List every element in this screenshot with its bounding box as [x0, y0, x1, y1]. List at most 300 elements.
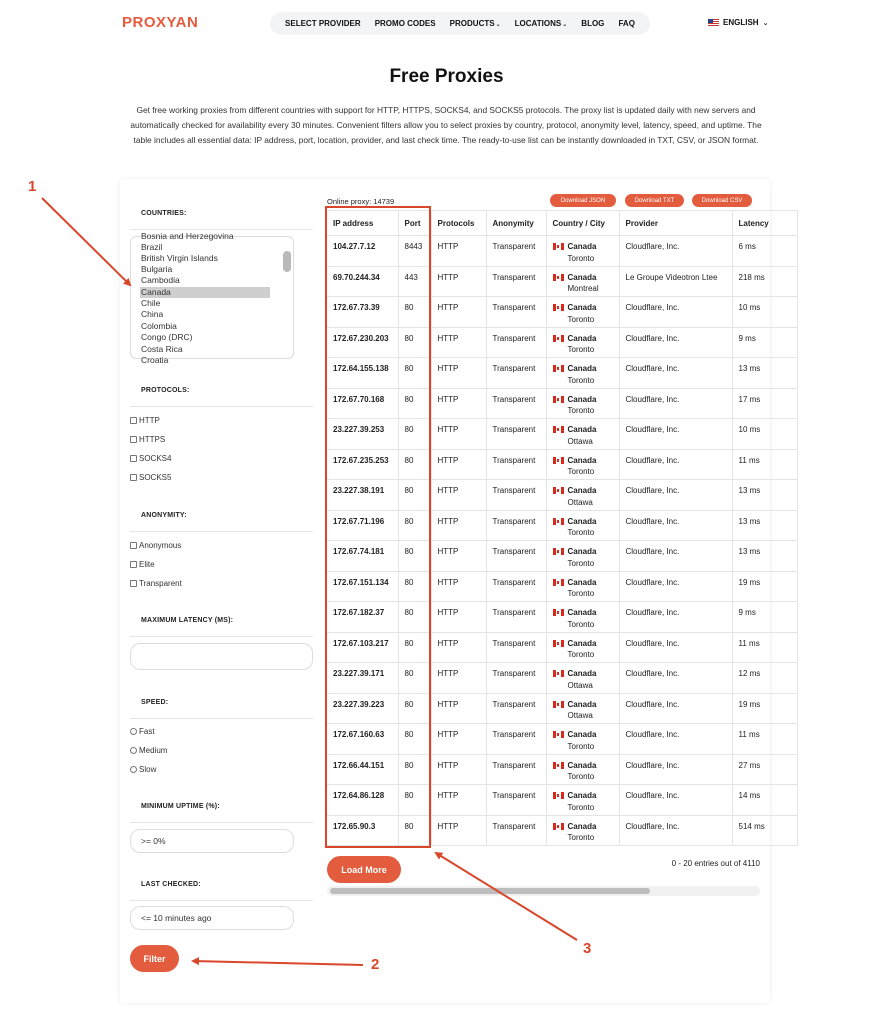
cell-latency: 10 ms	[732, 419, 797, 450]
city-name: Toronto	[567, 345, 595, 354]
cell-protocol: HTTP	[431, 754, 486, 785]
cell-latency: 9 ms	[732, 602, 797, 633]
city-name: Toronto	[567, 650, 595, 659]
country-option[interactable]: Cambodia	[141, 275, 180, 285]
country-option[interactable]: British Virgin Islands	[141, 253, 218, 263]
anonymity-elite-label: Elite	[139, 560, 155, 569]
protocol-http-checkbox[interactable]	[130, 416, 160, 425]
radio-icon	[130, 766, 137, 773]
checkbox-icon	[130, 561, 137, 568]
city-name: Toronto	[567, 314, 595, 324]
cell-protocol: HTTP	[431, 327, 486, 358]
cell-anonymity: Transparent	[486, 632, 546, 663]
city-name: Toronto	[567, 802, 595, 812]
cell-provider: Cloudflare, Inc.	[619, 724, 732, 755]
cell-protocol: HTTP	[431, 541, 486, 572]
cell-ip[interactable]: 172.67.103.217	[327, 632, 398, 663]
cell-port: 80	[398, 449, 431, 480]
city-name: Toronto	[567, 833, 595, 842]
cell-anonymity: Transparent	[486, 785, 546, 816]
cell-country-city	[546, 663, 619, 694]
nav-promo-codes[interactable]: PROMO CODES	[374, 19, 436, 28]
country-option[interactable]: Brazil	[141, 242, 163, 252]
cell-anonymity: Transparent	[486, 510, 546, 541]
country-name: Canada	[567, 394, 597, 404]
cell-ip[interactable]: 172.65.90.3	[327, 815, 398, 846]
checkbox-icon	[130, 417, 137, 424]
cell-port: 80	[398, 297, 431, 328]
canada-flag-icon	[553, 243, 564, 250]
speed-fast-label: Fast	[139, 727, 155, 736]
cell-protocol: HTTP	[431, 632, 486, 663]
country-name: Canada	[567, 730, 597, 739]
country-option[interactable]: Bosnia and Herzegovina	[141, 231, 234, 241]
protocol-socks4-label: SOCKS4	[139, 454, 172, 463]
cell-ip[interactable]: 23.227.38.191	[327, 480, 398, 511]
cell-country-city	[546, 785, 619, 816]
cell-country-city	[546, 449, 619, 480]
city-name: Ottawa	[567, 680, 593, 690]
cell-anonymity: Transparent	[486, 541, 546, 572]
cell-latency: 11 ms	[732, 724, 797, 755]
country-option[interactable]: Costa Rica	[141, 344, 183, 354]
cell-protocol: HTTP	[431, 663, 486, 694]
speed-fast-radio[interactable]	[130, 727, 155, 736]
cell-port: 80	[398, 724, 431, 755]
col-port[interactable]: Port	[398, 211, 431, 236]
cell-ip[interactable]: 172.67.74.181	[327, 541, 398, 572]
cell-ip[interactable]: 172.64.86.128	[327, 785, 398, 816]
divider	[130, 531, 313, 532]
cell-anonymity: Transparent	[486, 388, 546, 419]
divider	[130, 636, 313, 637]
arrow-1	[42, 198, 130, 285]
cell-provider: Cloudflare, Inc.	[619, 236, 732, 267]
country-option[interactable]: Bulgaria	[141, 264, 173, 274]
cell-protocol: HTTP	[431, 693, 486, 724]
canada-flag-icon	[553, 609, 564, 616]
cell-anonymity: Transparent	[486, 419, 546, 450]
cell-protocol: HTTP	[431, 236, 486, 267]
cell-latency: 19 ms	[732, 571, 797, 602]
checkbox-icon	[130, 474, 137, 481]
country-name: Canada	[567, 486, 597, 495]
country-name: Canada	[567, 821, 597, 831]
nav-locations-label: LOCATIONS	[514, 19, 562, 28]
cell-country-city	[546, 297, 619, 328]
country-name: Canada	[567, 638, 597, 648]
country-name: Canada	[567, 791, 597, 800]
filter-button[interactable]: Filter	[130, 945, 179, 972]
anonymity-anonymous-label: Anonymous	[139, 541, 182, 550]
cell-latency: 12 ms	[732, 663, 797, 694]
cell-provider: Cloudflare, Inc.	[619, 510, 732, 541]
col-protocols[interactable]: Protocols	[431, 211, 486, 236]
cell-ip[interactable]: 69.70.244.34	[327, 266, 398, 297]
cell-latency: 14 ms	[732, 785, 797, 816]
cell-protocol: HTTP	[431, 480, 486, 511]
canada-flag-icon	[553, 487, 564, 494]
cell-latency: 9 ms	[732, 327, 797, 358]
cell-country-city	[546, 236, 619, 267]
language-label: ENGLISH	[723, 18, 759, 27]
cell-anonymity: Transparent	[486, 724, 546, 755]
cell-country-city	[546, 815, 619, 846]
canada-flag-icon	[553, 518, 564, 525]
cell-latency: 514 ms	[732, 815, 797, 846]
cell-protocol: HTTP	[431, 358, 486, 389]
city-name: Toronto	[567, 253, 595, 263]
cell-protocol: HTTP	[431, 510, 486, 541]
anonymity-anonymous-checkbox[interactable]	[130, 541, 181, 550]
country-name: Canada	[567, 272, 597, 282]
cell-provider: Cloudflare, Inc.	[619, 785, 732, 816]
page-intro: Get free working proxies from different countries with support for HTTP, HTTPS, SOCKS4, and SOCKS5 protocols. The proxy list is updated daily with new servers and automatically checked for availability every 30 minutes. Convenient filters allow you to select proxies by country, protocol, anonymity level, latency, speed, and uptime. The table includes all essential data: IP address, port, location, provider, and last check time. The ready-to-use list can be instantly downloaded in TXT, CSV, or JSON format.	[130, 105, 762, 145]
uptime-label: MINIMUM UPTIME (%):	[141, 803, 220, 810]
cell-latency: 13 ms	[732, 480, 797, 511]
cell-country-city	[546, 327, 619, 358]
city-name: Toronto	[567, 375, 595, 385]
divider	[130, 406, 313, 407]
country-option[interactable]: Croatia	[141, 355, 169, 365]
cell-provider: Cloudflare, Inc.	[619, 754, 732, 785]
cell-country-city	[546, 510, 619, 541]
cell-port: 80	[398, 663, 431, 694]
canada-flag-icon	[553, 640, 564, 647]
country-name: Canada	[567, 455, 597, 465]
cell-port: 80	[398, 602, 431, 633]
cell-protocol: HTTP	[431, 449, 486, 480]
cell-port: 80	[398, 388, 431, 419]
cell-ip[interactable]: 23.227.39.171	[327, 663, 398, 694]
cell-provider: Cloudflare, Inc.	[619, 602, 732, 633]
cell-provider: Cloudflare, Inc.	[619, 449, 732, 480]
anonymity-transparent-checkbox[interactable]	[130, 579, 182, 588]
city-name: Ottawa	[567, 497, 593, 507]
canada-flag-icon	[553, 670, 564, 677]
cell-latency: 218 ms	[732, 266, 797, 297]
table-horizontal-scrollbar[interactable]	[327, 886, 760, 896]
canada-flag-icon	[553, 426, 564, 433]
cell-anonymity: Transparent	[486, 449, 546, 480]
col-anonymity[interactable]: Anonymity	[486, 211, 546, 236]
country-name: Canada	[567, 516, 597, 526]
last-checked-label: LAST CHECKED:	[141, 881, 201, 888]
nav-blog[interactable]: BLOG	[581, 19, 605, 28]
canada-flag-icon	[553, 548, 564, 555]
cell-protocol: HTTP	[431, 388, 486, 419]
country-option-selected[interactable]: Canada	[140, 287, 270, 298]
cell-protocol: HTTP	[431, 297, 486, 328]
country-name: Canada	[567, 333, 597, 343]
canada-flag-icon	[553, 701, 564, 708]
cell-port: 80	[398, 541, 431, 572]
country-name: Canada	[567, 425, 597, 434]
cell-country-city	[546, 541, 619, 572]
cell-anonymity: Transparent	[486, 571, 546, 602]
cell-anonymity: Transparent	[486, 297, 546, 328]
canada-flag-icon	[553, 457, 564, 464]
cell-ip[interactable]: 172.67.73.39	[327, 297, 398, 328]
speed-medium-radio[interactable]	[130, 746, 167, 755]
logo[interactable]: PROXYAN	[122, 14, 199, 31]
cell-anonymity: Transparent	[486, 358, 546, 389]
country-list-scrollbar[interactable]	[283, 251, 291, 272]
cell-latency: 11 ms	[732, 632, 797, 663]
cell-provider: Cloudflare, Inc.	[619, 327, 732, 358]
cell-provider: Cloudflare, Inc.	[619, 419, 732, 450]
cell-country-city	[546, 388, 619, 419]
city-name: Montreal	[567, 284, 599, 293]
cell-provider: Le Groupe Videotron Ltee	[619, 266, 732, 297]
cell-protocol: HTTP	[431, 419, 486, 450]
canada-flag-icon	[553, 762, 564, 769]
cell-provider: Cloudflare, Inc.	[619, 297, 732, 328]
cell-country-city	[546, 724, 619, 755]
protocol-http-label: HTTP	[139, 416, 160, 425]
city-name: Toronto	[567, 558, 595, 568]
latency-label: MAXIMUM LATENCY (MS):	[141, 617, 234, 624]
cell-protocol: HTTP	[431, 724, 486, 755]
cell-country-city	[546, 419, 619, 450]
col-ip[interactable]: IP address	[327, 211, 398, 236]
last-checked-select[interactable]: <= 10 minutes ago	[130, 906, 294, 930]
cell-provider: Cloudflare, Inc.	[619, 541, 732, 572]
divider	[130, 718, 313, 719]
checkbox-icon	[130, 436, 137, 443]
cell-port: 80	[398, 571, 431, 602]
city-name: Toronto	[567, 406, 595, 415]
cell-provider: Cloudflare, Inc.	[619, 388, 732, 419]
cell-protocol: HTTP	[431, 266, 486, 297]
speed-label: SPEED:	[141, 699, 169, 706]
cell-ip[interactable]: 172.64.155.138	[327, 358, 398, 389]
cell-anonymity: Transparent	[486, 236, 546, 267]
cell-protocol: HTTP	[431, 571, 486, 602]
page-title: Free Proxies	[389, 66, 504, 87]
online-proxy-count: Online proxy: 14739	[327, 197, 395, 206]
cell-ip[interactable]: 172.67.235.253	[327, 449, 398, 480]
cell-ip[interactable]: 172.67.151.134	[327, 571, 398, 602]
cell-port: 80	[398, 785, 431, 816]
country-select[interactable]	[130, 231, 294, 365]
language-selector[interactable]	[708, 18, 768, 27]
cell-country-city	[546, 693, 619, 724]
cell-provider: Cloudflare, Inc.	[619, 663, 732, 694]
countries-label: COUNTRIES:	[141, 210, 187, 217]
radio-icon	[130, 747, 137, 754]
cell-provider: Cloudflare, Inc.	[619, 693, 732, 724]
cell-country-city	[546, 266, 619, 297]
cell-latency: 19 ms	[732, 693, 797, 724]
highlight-box	[325, 206, 431, 848]
canada-flag-icon	[553, 823, 564, 830]
cell-anonymity: Transparent	[486, 663, 546, 694]
cell-ip[interactable]: 172.67.160.63	[327, 724, 398, 755]
cell-ip[interactable]: 23.227.39.223	[327, 693, 398, 724]
city-name: Toronto	[567, 589, 595, 598]
cell-port: 80	[398, 815, 431, 846]
annotation-1: 1	[28, 178, 37, 195]
cell-anonymity: Transparent	[486, 480, 546, 511]
cell-port: 80	[398, 693, 431, 724]
speed-slow-label: Slow	[139, 765, 157, 774]
cell-port: 80	[398, 327, 431, 358]
checkbox-icon	[130, 580, 137, 587]
cell-anonymity: Transparent	[486, 693, 546, 724]
nav-products-label: PRODUCTS	[449, 19, 495, 28]
canada-flag-icon	[553, 396, 564, 403]
speed-slow-radio[interactable]	[130, 765, 156, 774]
canada-flag-icon	[553, 731, 564, 738]
cell-provider: Cloudflare, Inc.	[619, 571, 732, 602]
country-option[interactable]: Colombia	[141, 321, 177, 331]
cell-ip[interactable]: 172.67.182.37	[327, 602, 398, 633]
city-name: Ottawa	[567, 711, 593, 720]
chevron-down-icon: ⌄	[562, 22, 568, 28]
cell-country-city	[546, 358, 619, 389]
checkbox-icon	[130, 542, 137, 549]
country-name: Canada	[567, 669, 597, 678]
cell-country-city	[546, 602, 619, 633]
nav-select-provider[interactable]: SELECT PROVIDER	[285, 19, 361, 28]
cell-latency: 11 ms	[732, 449, 797, 480]
city-name: Toronto	[567, 619, 595, 629]
cell-provider: Cloudflare, Inc.	[619, 632, 732, 663]
nav-locations[interactable]	[515, 19, 568, 28]
cell-ip[interactable]: 104.27.7.12	[327, 236, 398, 267]
country-option[interactable]: Chile	[141, 298, 161, 308]
cell-latency: 13 ms	[732, 358, 797, 389]
city-name: Toronto	[567, 467, 595, 476]
country-name: Canada	[567, 547, 597, 556]
country-name: Canada	[567, 699, 597, 709]
cell-latency: 27 ms	[732, 754, 797, 785]
cell-country-city	[546, 632, 619, 663]
country-name: Canada	[567, 242, 597, 251]
cell-port: 80	[398, 358, 431, 389]
min-uptime-select[interactable]: >= 0%	[130, 829, 294, 853]
cell-anonymity: Transparent	[486, 327, 546, 358]
cell-anonymity: Transparent	[486, 815, 546, 846]
cell-port: 80	[398, 510, 431, 541]
protocol-socks5-checkbox[interactable]	[130, 473, 171, 482]
load-more-button[interactable]: Load More	[327, 856, 401, 883]
download-txt-button[interactable]: Download TXT	[625, 194, 684, 207]
canada-flag-icon	[553, 304, 564, 311]
city-name: Ottawa	[567, 436, 593, 446]
cell-anonymity: Transparent	[486, 266, 546, 297]
cell-latency: 10 ms	[732, 297, 797, 328]
anonymity-elite-checkbox[interactable]	[130, 560, 155, 569]
us-flag-icon	[708, 19, 719, 26]
cell-provider: Cloudflare, Inc.	[619, 815, 732, 846]
annotation-2: 2	[371, 956, 380, 973]
divider	[130, 900, 313, 901]
protocol-socks5-label: SOCKS5	[139, 473, 172, 482]
protocol-https-checkbox[interactable]	[130, 435, 165, 444]
cell-anonymity: Transparent	[486, 602, 546, 633]
cell-port: 80	[398, 419, 431, 450]
cell-latency: 6 ms	[732, 236, 797, 267]
anonymity-label: ANONYMITY:	[141, 512, 187, 519]
cell-latency: 13 ms	[732, 541, 797, 572]
annotation-3: 3	[583, 940, 592, 957]
cell-country-city	[546, 571, 619, 602]
col-provider[interactable]: Provider	[619, 211, 732, 236]
cell-country-city	[546, 480, 619, 511]
canada-flag-icon	[553, 365, 564, 372]
country-name: Canada	[567, 364, 597, 373]
divider	[130, 822, 313, 823]
cell-ip[interactable]: 172.67.71.196	[327, 510, 398, 541]
cell-protocol: HTTP	[431, 815, 486, 846]
speed-medium-label: Medium	[139, 746, 168, 755]
cell-country-city	[546, 754, 619, 785]
canada-flag-icon	[553, 335, 564, 342]
chevron-down-icon: ⌄	[762, 19, 769, 27]
cell-protocol: HTTP	[431, 602, 486, 633]
max-latency-input[interactable]	[130, 643, 313, 670]
col-country-city[interactable]: Country / City	[546, 211, 619, 236]
divider	[130, 229, 313, 230]
download-csv-button[interactable]: Download CSV	[692, 194, 752, 207]
scrollbar-thumb[interactable]	[330, 888, 650, 894]
cell-protocol: HTTP	[431, 785, 486, 816]
country-option[interactable]: Congo (DRC)	[141, 332, 193, 342]
entries-count: 0 - 20 entries out of 4110	[671, 859, 760, 868]
cell-port: 443	[398, 266, 431, 297]
main-nav	[270, 12, 650, 35]
col-latency[interactable]: Latency	[732, 211, 797, 236]
country-name: Canada	[567, 303, 597, 312]
cell-latency: 17 ms	[732, 388, 797, 419]
cell-ip[interactable]: 23.227.39.253	[327, 419, 398, 450]
protocol-socks4-checkbox[interactable]	[130, 454, 171, 463]
cell-ip[interactable]: 172.67.70.168	[327, 388, 398, 419]
city-name: Toronto	[567, 741, 595, 751]
cell-provider: Cloudflare, Inc.	[619, 480, 732, 511]
cell-port: 80	[398, 754, 431, 785]
cell-provider: Cloudflare, Inc.	[619, 358, 732, 389]
radio-icon	[130, 728, 137, 735]
cell-port: 80	[398, 632, 431, 663]
protocol-https-label: HTTPS	[139, 435, 166, 444]
cell-ip[interactable]: 172.66.44.151	[327, 754, 398, 785]
cell-ip[interactable]: 172.67.230.203	[327, 327, 398, 358]
nav-faq[interactable]: FAQ	[618, 19, 635, 28]
nav-products[interactable]	[450, 19, 501, 28]
city-name: Toronto	[567, 772, 595, 781]
cell-port: 8443	[398, 236, 431, 267]
anonymity-transparent-label: Transparent	[139, 579, 182, 588]
cell-latency: 13 ms	[732, 510, 797, 541]
chevron-down-icon: ⌄	[495, 22, 501, 28]
canada-flag-icon	[553, 792, 564, 799]
country-option[interactable]: China	[141, 309, 164, 319]
country-name: Canada	[567, 577, 597, 587]
canada-flag-icon	[553, 274, 564, 281]
canada-flag-icon	[553, 579, 564, 586]
country-name: Canada	[567, 760, 597, 770]
city-name: Toronto	[567, 528, 595, 537]
cell-anonymity: Transparent	[486, 754, 546, 785]
download-json-button[interactable]: Download JSON	[550, 194, 616, 207]
protocols-label: PROTOCOLS:	[141, 387, 190, 394]
cell-port: 80	[398, 480, 431, 511]
country-name: Canada	[567, 608, 597, 617]
checkbox-icon	[130, 455, 137, 462]
